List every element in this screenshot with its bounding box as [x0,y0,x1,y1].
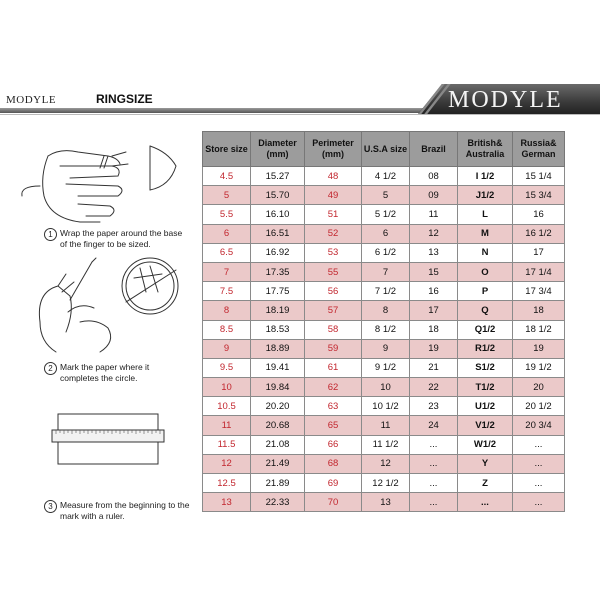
step-number: 1 [44,228,57,241]
cell-diameter: 17.35 [251,262,305,281]
cell-brazil: ... [410,493,458,512]
ring-size-table [202,131,565,512]
instructions-panel [0,118,200,600]
cell-russia-german: 15 3/4 [513,186,565,205]
cell-diameter: 21.89 [251,474,305,493]
cell-diameter: 20.68 [251,416,305,435]
cell-perimeter: 66 [305,435,362,454]
cell-british-australia: ... [458,493,513,512]
cell-usa-size: 9 1/2 [362,358,410,377]
cell-usa-size: 10 1/2 [362,397,410,416]
cell-british-australia: R1/2 [458,339,513,358]
cell-store-size: 9.5 [203,358,251,377]
cell-perimeter: 58 [305,320,362,339]
cell-brazil: ... [410,474,458,493]
table-row [203,474,565,493]
cell-brazil: 24 [410,416,458,435]
cell-brazil: 08 [410,167,458,186]
cell-usa-size: 11 1/2 [362,435,410,454]
cell-brazil: ... [410,454,458,473]
cell-perimeter: 70 [305,493,362,512]
cell-store-size: 6 [203,224,251,243]
cell-diameter: 22.33 [251,493,305,512]
table-row [203,416,565,435]
hand-mark-illustration [0,252,200,362]
table-row [203,186,565,205]
cell-store-size: 7 [203,262,251,281]
cell-brazil: 09 [410,186,458,205]
cell-usa-size: 11 [362,416,410,435]
cell-russia-german: 18 [513,301,565,320]
step-text: Mark the paper where it completes the circle. [60,362,150,383]
cell-usa-size: 6 [362,224,410,243]
cell-perimeter: 57 [305,301,362,320]
table-row [203,454,565,473]
cell-british-australia: Z [458,474,513,493]
cell-brazil: 19 [410,339,458,358]
cell-diameter: 19.84 [251,378,305,397]
cell-store-size: 13 [203,493,251,512]
cell-russia-german: 20 [513,378,565,397]
cell-usa-size: 8 [362,301,410,320]
header-brazil: Brazil [410,132,458,167]
cell-store-size: 9 [203,339,251,358]
cell-brazil: 16 [410,282,458,301]
header-diameter: Diameter (mm) [251,132,305,167]
cell-store-size: 12.5 [203,474,251,493]
cell-russia-german: ... [513,435,565,454]
cell-russia-german: 19 [513,339,565,358]
cell-british-australia: Q [458,301,513,320]
cell-diameter: 18.19 [251,301,305,320]
cell-brazil: 11 [410,205,458,224]
cell-russia-german: 17 [513,243,565,262]
cell-british-australia: M [458,224,513,243]
step-text: Measure from the beginning to the mark with a ruler. [60,500,190,521]
table-row [203,320,565,339]
cell-british-australia: N [458,243,513,262]
cell-store-size: 12 [203,454,251,473]
step-number: 3 [44,500,57,513]
cell-usa-size: 6 1/2 [362,243,410,262]
cell-perimeter: 49 [305,186,362,205]
cell-brazil: 17 [410,301,458,320]
cell-store-size: 8 [203,301,251,320]
cell-british-australia: Q1/2 [458,320,513,339]
cell-british-australia: J1/2 [458,186,513,205]
cell-usa-size: 8 1/2 [362,320,410,339]
cell-perimeter: 62 [305,378,362,397]
cell-brazil: 21 [410,358,458,377]
cell-usa-size: 5 [362,186,410,205]
table-row [203,435,565,454]
cell-usa-size: 9 [362,339,410,358]
table-body [203,167,565,512]
cell-british-australia: V1/2 [458,416,513,435]
cell-british-australia: T1/2 [458,378,513,397]
table-row [203,262,565,281]
cell-brazil: 15 [410,262,458,281]
cell-store-size: 10 [203,378,251,397]
cell-diameter: 16.10 [251,205,305,224]
cell-diameter: 17.75 [251,282,305,301]
cell-perimeter: 63 [305,397,362,416]
cell-perimeter: 69 [305,474,362,493]
cell-brazil: 12 [410,224,458,243]
cell-brazil: ... [410,435,458,454]
table-row [203,167,565,186]
cell-store-size: 7.5 [203,282,251,301]
cell-russia-german: 20 1/2 [513,397,565,416]
cell-store-size: 11 [203,416,251,435]
table-row [203,243,565,262]
cell-perimeter: 48 [305,167,362,186]
cell-store-size: 5 [203,186,251,205]
cell-usa-size: 13 [362,493,410,512]
table-row [203,378,565,397]
cell-british-australia: W1/2 [458,435,513,454]
step-3 [44,500,194,522]
table-row [203,358,565,377]
header [0,0,600,118]
cell-british-australia: L [458,205,513,224]
header-usa-size: U.S.A size [362,132,410,167]
cell-perimeter: 56 [305,282,362,301]
cell-russia-german: 19 1/2 [513,358,565,377]
cell-store-size: 8.5 [203,320,251,339]
step-1 [44,228,194,250]
step-text: Wrap the paper around the base of the finger to be sized. [60,228,183,249]
cell-perimeter: 59 [305,339,362,358]
cell-russia-german: 17 3/4 [513,282,565,301]
page-title: RINGSIZE [96,92,153,106]
cell-perimeter: 61 [305,358,362,377]
table-row [203,205,565,224]
cell-usa-size: 5 1/2 [362,205,410,224]
cell-diameter: 16.92 [251,243,305,262]
cell-british-australia: S1/2 [458,358,513,377]
cell-diameter: 20.20 [251,397,305,416]
step-2 [44,362,194,384]
cell-diameter: 18.89 [251,339,305,358]
cell-diameter: 15.27 [251,167,305,186]
cell-usa-size: 10 [362,378,410,397]
cell-russia-german: 20 3/4 [513,416,565,435]
cell-store-size: 4.5 [203,167,251,186]
table-header-row [203,132,565,167]
cell-diameter: 18.53 [251,320,305,339]
step-number: 2 [44,362,57,375]
cell-russia-german: 16 [513,205,565,224]
header-perimeter: Perimeter (mm) [305,132,362,167]
cell-russia-german: 18 1/2 [513,320,565,339]
header-russia-german: Russia& German [513,132,565,167]
ruler-illustration [0,408,200,488]
cell-perimeter: 68 [305,454,362,473]
cell-russia-german: 16 1/2 [513,224,565,243]
cell-british-australia: O [458,262,513,281]
table-row [203,301,565,320]
cell-diameter: 16.51 [251,224,305,243]
cell-store-size: 10.5 [203,397,251,416]
cell-perimeter: 52 [305,224,362,243]
cell-russia-german: ... [513,474,565,493]
cell-usa-size: 12 1/2 [362,474,410,493]
brand-logo: MODYLE [448,87,563,113]
cell-store-size: 11.5 [203,435,251,454]
cell-diameter: 15.70 [251,186,305,205]
cell-usa-size: 7 [362,262,410,281]
table-row [203,397,565,416]
table-row [203,224,565,243]
cell-usa-size: 7 1/2 [362,282,410,301]
cell-perimeter: 65 [305,416,362,435]
cell-russia-german: 17 1/4 [513,262,565,281]
cell-brazil: 18 [410,320,458,339]
cell-perimeter: 53 [305,243,362,262]
cell-perimeter: 51 [305,205,362,224]
table-row [203,282,565,301]
cell-perimeter: 55 [305,262,362,281]
header-british-australia: British& Australia [458,132,513,167]
cell-british-australia: Y [458,454,513,473]
cell-brazil: 13 [410,243,458,262]
table-row [203,493,565,512]
cell-diameter: 19.41 [251,358,305,377]
cell-british-australia: P [458,282,513,301]
cell-brazil: 22 [410,378,458,397]
cell-russia-german: 15 1/4 [513,167,565,186]
cell-british-australia: U1/2 [458,397,513,416]
cell-usa-size: 4 1/2 [362,167,410,186]
hand-wrap-illustration [0,126,200,236]
header-divider-thin [0,114,600,115]
cell-british-australia: I 1/2 [458,167,513,186]
cell-brazil: 23 [410,397,458,416]
cell-russia-german: ... [513,454,565,473]
brand-small-logo: MODYLE [6,94,57,106]
cell-russia-german: ... [513,493,565,512]
table-row [203,339,565,358]
cell-store-size: 6.5 [203,243,251,262]
cell-diameter: 21.49 [251,454,305,473]
cell-diameter: 21.08 [251,435,305,454]
cell-store-size: 5.5 [203,205,251,224]
header-store-size: Store size [203,132,251,167]
cell-usa-size: 12 [362,454,410,473]
